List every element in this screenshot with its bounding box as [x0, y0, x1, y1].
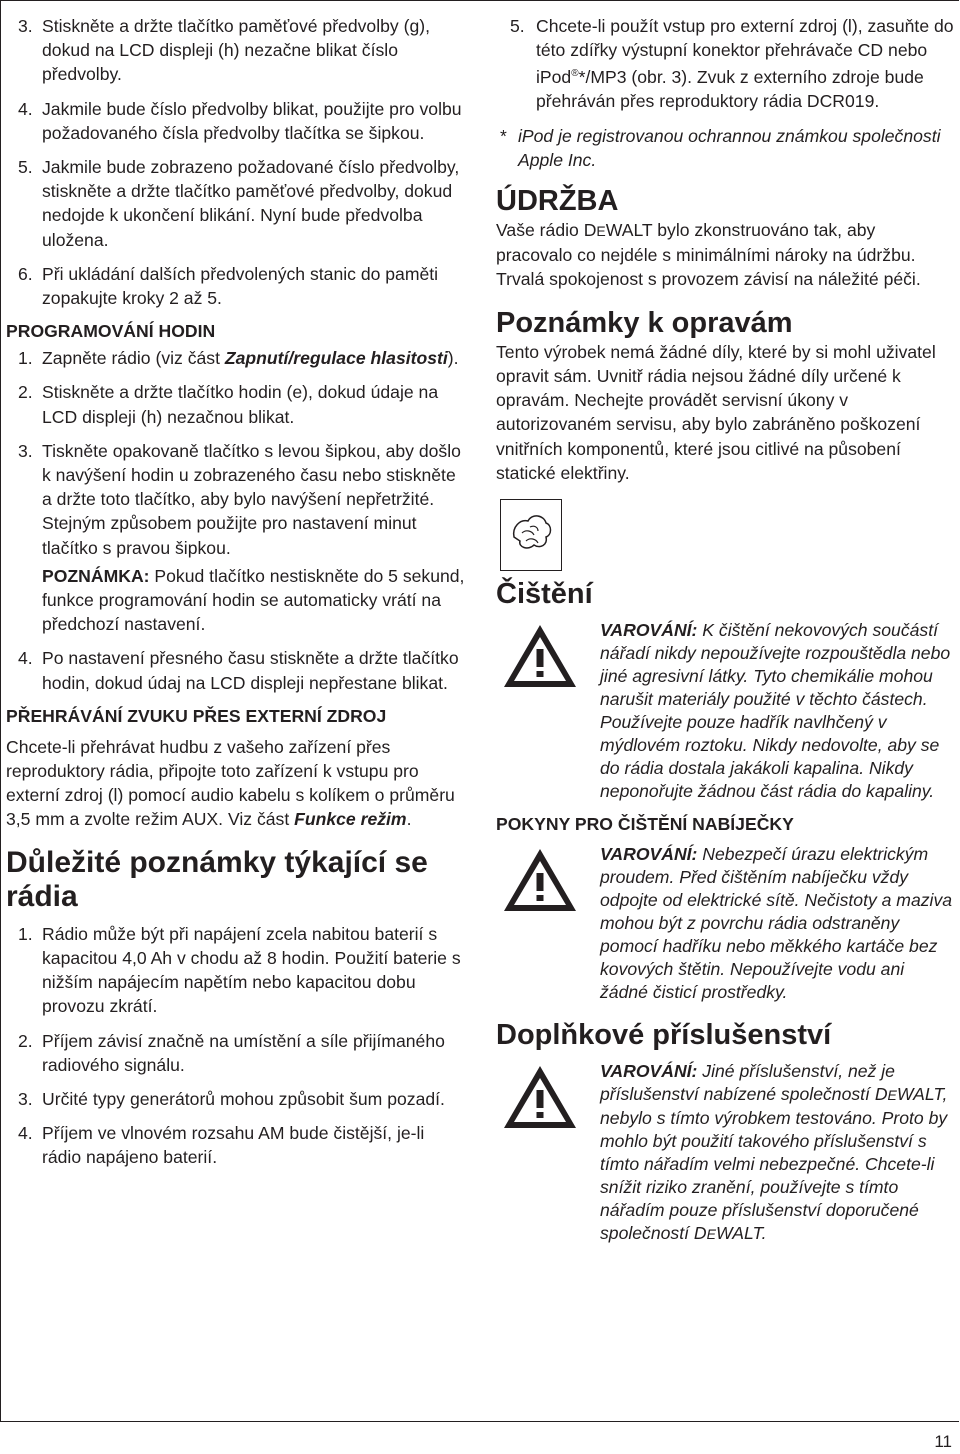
warning-triangle-icon	[496, 619, 600, 679]
cleaning-heading: Čištění	[496, 577, 593, 610]
charger-warning-text: VAROVÁNÍ: Nebezpečí úrazu elektrickým proudem. Před čištěním nabíječku vždy odpojte od elektrické sítě. Nečistoty a maziva mohou být z povrchu rádia odstraněny pomocí hadříku nebo měkkého kartáče bez kovových štětin. Nepoužívejte vodu ani žádné čisticí prostředky.	[600, 843, 953, 1002]
list-item: 3. Určité typy generátorů mohou způsobit šum pozadí.	[18, 1088, 445, 1109]
list-item: 4. Příjem ve vlnovém rozsahu AM bude čistější, je-li rádio napájeno baterií.	[18, 1123, 425, 1168]
page-number: 11	[934, 1432, 952, 1451]
repairs-heading: Poznámky k opravám	[496, 306, 793, 339]
cleaning-hand-icon	[500, 499, 562, 571]
cleaning-warning	[496, 619, 954, 803]
clock-heading: PROGRAMOVÁNÍ HODIN	[6, 321, 216, 342]
accessories-warning	[496, 1060, 954, 1246]
left-column	[6, 14, 468, 1180]
list-item: 5. Chcete-li použít vstup pro externí zdroj (l), zasuňte do této zdířky výstupní konektor přehrávače CD nebo iPod®*/MP3 (obr. 3). Zvuk z externího zdroje bude přehráván přes reproduktory rádia DCR019.	[510, 16, 954, 112]
aux-step-list	[496, 14, 954, 114]
charger-warning	[496, 843, 954, 1004]
list-item: 6. Při ukládání dalších předvolených stanic do paměti zopakujte kroky 2 až 5.	[18, 263, 439, 309]
clock-note: POZNÁMKA: Pokud tlačítko nestiskněte do 5 sekund, funkce programování hodin se automaticky vrátí na předchozí nastavení.	[42, 565, 465, 635]
list-item: 4. Po nastavení přesného času stiskněte a držte tlačítko hodin, dokud údaj na LCD displeji nepřestane blikat.	[18, 648, 459, 693]
external-source-text: Chcete-li přehrávat hudbu z vašeho zařízení přes reproduktory rádia, připojte toto zařízení k vstupu pro externí zdroj (l) pomocí audio kabelu s kolíkem o průměru 3,5 mm a zvolte režim AUX. Viz část Funkce režim.	[6, 736, 455, 830]
maintenance-text: Vaše rádio DEWALT bylo zkonstruováno tak, aby pracovalo co nejdéle s minimálními nároky na údržbu. Trvalá spokojenost s provozem závisí na náležité péči.	[496, 220, 921, 290]
cleaning-hand-icon-graphic	[506, 507, 556, 563]
list-item: 3. Tiskněte opakovaně tlačítko s levou šipkou, aby došlo k navýšení hodin u zobrazeného času nebo stiskněte a držte toto tlačítko, aby bylo navýšení nepřetržité. Stejným způsobem použijte pro nastavení minut tlačítko s pravou šipkou.	[18, 440, 461, 558]
preset-steps-list	[6, 14, 468, 310]
ipod-footnote: * iPod je registrovanou ochrannou známkou společnosti Apple Inc.	[500, 125, 941, 170]
accessories-warning-text: VAROVÁNÍ: Jiné příslušenství, než je příslušenství nabízené společností DEWALT, nebylo s tímto výrobkem testováno. Proto by mohlo být použití takového příslušenství s tímto nářadím velmi nebezpečné. Chcete-li snížit riziko zranění, používejte s tímto nářadím pouze příslušenství doporučené společností DEWALT.	[600, 1060, 948, 1243]
clock-steps-list	[6, 346, 468, 560]
external-source-heading: PŘEHRÁVÁNÍ ZVUKU PŘES EXTERNÍ ZDROJ	[6, 705, 387, 726]
list-item: 4. Jakmile bude číslo předvolby blikat, použijte pro volbu požadovaného čísla předvolby tlačítka se šipkou.	[18, 98, 462, 143]
list-item: 2. Příjem závisí značně na umístění a síle přijímaného radiového signálu.	[18, 1030, 445, 1075]
right-column	[496, 14, 954, 1246]
list-item: 2. Stiskněte a držte tlačítko hodin (e), dokud údaje na LCD displeji (h) nezačnou blikat.	[18, 382, 439, 427]
radio-notes-heading: Důležité poznámky týkající se rádia	[6, 845, 428, 913]
charger-cleaning-heading: POKYNY PRO ČIŠTĚNÍ NABÍJEČKY	[496, 813, 794, 834]
warning-triangle-icon	[496, 843, 600, 903]
list-item: 3. Stiskněte a držte tlačítko paměťové předvolby (g), dokud na LCD displeji (h) nezačne blikat číslo předvolby.	[18, 16, 430, 85]
clock-steps-list-cont	[6, 646, 468, 694]
repairs-text: Tento výrobek nemá žádné díly, které by si mohl uživatel opravit sám. Uvnitř rádia nejsou žádné díly určené k opravám. Nechejte provádět servisní úkony v autorizovaném servisu, aby bylo zabráněno poškození vnitřních komponentů, které jsou citlivé na působení statické elektřiny.	[496, 341, 936, 483]
radio-notes-list	[6, 922, 468, 1170]
list-item: 1. Rádio může být při napájení zcela nabitou baterií s kapacitou 4,0 Ah v chodu až 8 hodin. Použití baterie s nižším napájecím napětím nebo kapacitou dobu provozu zkrátí.	[18, 923, 461, 1017]
warning-triangle-icon	[496, 1060, 600, 1120]
accessories-heading: Doplňkové příslušenství	[496, 1018, 832, 1051]
list-item: 1. Zapněte rádio (viz část Zapnutí/regulace hlasitosti).	[18, 348, 459, 369]
list-item: 5. Jakmile bude zobrazeno požadované číslo předvolby, stiskněte a držte tlačítko paměťové předvolby, dokud nedojde k ukončení blikání. Nyní bude předvolba uložena.	[18, 157, 460, 250]
cleaning-warning-text: VAROVÁNÍ: K čištění nekovových součástí nářadí nikdy nepoužívejte rozpouštědla nebo jiné agresivní látky. Tyto chemikálie mohou narušit materiály použité v těchto částech. Používejte pouze hadřík navlhčený v mýdlovém roztoku. Nikdy nedovolte, aby se do rádia dostala jakákoli kapalina. Nikdy neponořujte žádnou část rádia do kapaliny.	[600, 619, 951, 801]
maintenance-heading: ÚDRŽBA	[496, 185, 619, 218]
